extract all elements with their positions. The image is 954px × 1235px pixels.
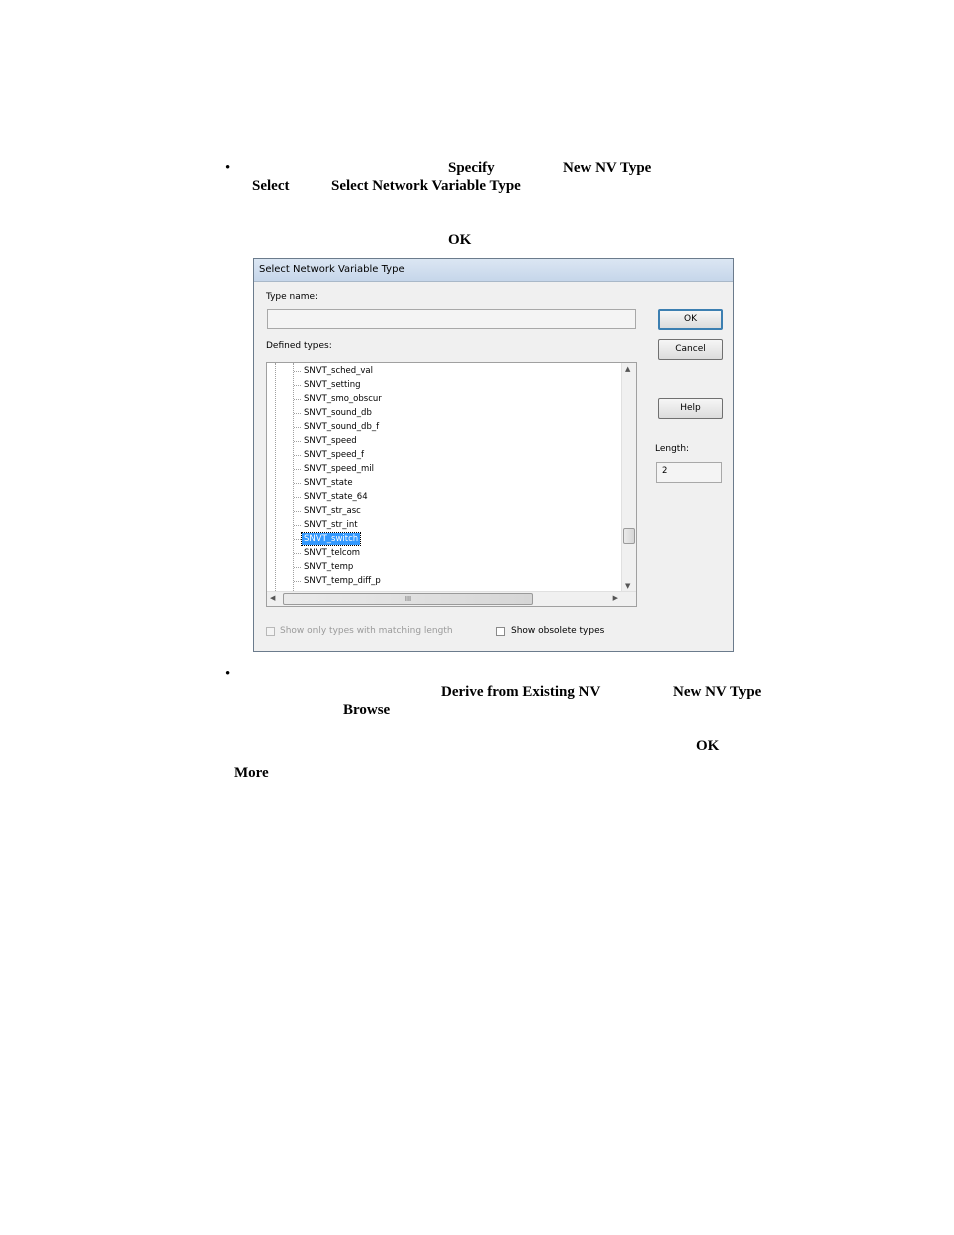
specify-text: Specify <box>448 160 495 176</box>
tree-vertical-scrollbar[interactable] <box>621 363 636 592</box>
tree-item[interactable]: SNVT_str_int <box>304 520 358 530</box>
tree-guide-line <box>275 363 276 591</box>
length-label: Length: <box>655 444 690 454</box>
tree-connector <box>294 385 301 386</box>
tree-horizontal-scrollbar[interactable] <box>267 591 636 606</box>
cancel-button[interactable]: Cancel <box>658 339 723 360</box>
horizontal-scroll-thumb[interactable]: III <box>283 593 533 605</box>
tree-item[interactable]: SNVT_temp_diff_p <box>304 576 381 586</box>
tree-item[interactable]: SNVT_state <box>304 478 353 488</box>
scroll-down-arrow-icon[interactable]: ▼ <box>625 582 631 590</box>
dialog-title: Select Network Variable Type <box>259 264 405 275</box>
defined-types-tree[interactable] <box>266 362 637 607</box>
select-text: Select <box>252 178 290 194</box>
tree-item[interactable]: SNVT_sound_db <box>304 408 372 418</box>
tree-connector <box>294 399 301 400</box>
new-nv-type-text: New NV Type <box>563 160 652 176</box>
tree-item[interactable]: SNVT_str_asc <box>304 506 361 516</box>
tree-connector <box>294 441 301 442</box>
tree-item[interactable]: SNVT_speed <box>304 436 357 446</box>
tree-connector <box>294 427 301 428</box>
browse-text: Browse <box>343 702 391 718</box>
tree-item[interactable]: SNVT_switch <box>304 534 359 544</box>
dialog-titlebar[interactable] <box>254 259 733 282</box>
select-nv-type-dialog <box>253 258 734 652</box>
show-matching-checkbox[interactable] <box>266 627 275 636</box>
select-nv-type-text: Select Network Variable Type <box>331 178 521 194</box>
new-nv-type-text-2: New NV Type <box>673 684 762 700</box>
bullet-2: • <box>225 666 231 682</box>
tree-item[interactable]: SNVT_telcom <box>304 548 361 558</box>
type-name-input[interactable] <box>267 309 636 329</box>
tree-connector <box>294 497 301 498</box>
tree-item[interactable]: SNVT_temp <box>304 562 354 572</box>
tree-connector <box>294 539 301 540</box>
vertical-scroll-thumb[interactable] <box>623 528 635 544</box>
scroll-up-arrow-icon[interactable]: ▲ <box>625 365 631 373</box>
tree-item[interactable]: SNVT_speed_mil <box>304 464 374 474</box>
scroll-left-arrow-icon[interactable]: ◀ <box>270 594 276 602</box>
type-name-label: Type name: <box>266 292 319 302</box>
defined-types-label: Defined types: <box>266 341 332 351</box>
tree-connector <box>294 525 301 526</box>
tree-connector <box>294 469 301 470</box>
tree-connector <box>294 455 301 456</box>
tree-item[interactable]: SNVT_smo_obscur <box>304 394 382 404</box>
tree-item[interactable]: SNVT_state_64 <box>304 492 368 502</box>
tree-item[interactable]: SNVT_sched_val <box>304 366 373 376</box>
tree-item[interactable]: SNVT_speed_f <box>304 450 364 460</box>
derive-text: Derive from Existing NV <box>441 684 601 700</box>
tree-connector <box>294 483 301 484</box>
length-field: 2 <box>656 462 722 483</box>
more-text: More <box>234 765 269 781</box>
tree-connector <box>294 413 301 414</box>
show-matching-label: Show only types with matching length <box>280 626 453 636</box>
ok-button[interactable]: OK <box>658 309 723 330</box>
tree-guide-line <box>293 363 294 591</box>
show-obsolete-label: Show obsolete types <box>511 626 605 636</box>
tree-connector <box>294 511 301 512</box>
tree-item[interactable]: SNVT_setting <box>304 380 361 390</box>
tree-connector <box>294 581 301 582</box>
tree-connector <box>294 567 301 568</box>
scroll-right-arrow-icon[interactable]: ▶ <box>612 594 618 602</box>
show-obsolete-checkbox[interactable] <box>496 627 505 636</box>
tree-item[interactable]: SNVT_sound_db_f <box>304 422 380 432</box>
help-button[interactable]: Help <box>658 398 723 419</box>
tree-connector <box>294 553 301 554</box>
bullet-1: • <box>225 160 231 176</box>
ok-text: OK <box>448 232 472 248</box>
ok-text-2: OK <box>696 738 720 754</box>
tree-connector <box>294 371 301 372</box>
